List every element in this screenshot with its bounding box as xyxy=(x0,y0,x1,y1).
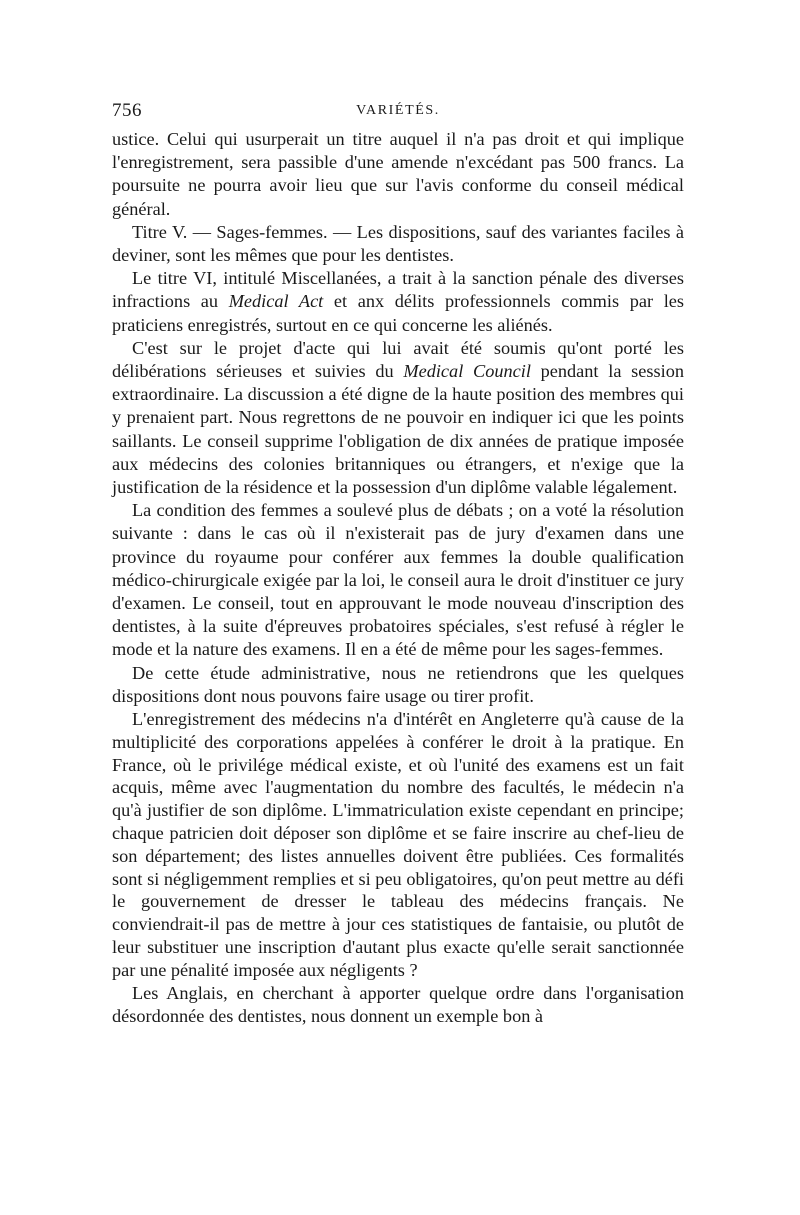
paragraph-enregistrement: L'enregistrement des médecins n'a d'intérêt en Angleterre qu'à cause de la multiplicité des corporations appelées à conférer le droit à la pratique. En France, où le privilége médical existe, et où l'unité des examens est un fait acquis, même avec l'augmentation du nombre des facultés, le médecin n'a qu'à justifier de son diplôme. L'immatriculation existe cependant en principe; chaque patricien doit déposer son diplôme et se faire inscrire au chef-lieu de son département; des listes annuelles doivent être publiées. Ces formalités sont si négligemment remplies et si peu obligatoires, qu'on peut mettre au défi le gouvernement de dresser le tableau des médecins français. Ne conviendrait-il pas de mettre à jour ces statistiques de fantaisie, ou plutôt de leur substituer une inscription d'autant plus exacte qu'elle serait sanctionnée par une pénalité imposée aux négligents ? xyxy=(112,709,684,980)
text-body xyxy=(112,128,684,1028)
medical-act-italic: Medical Act xyxy=(228,291,324,312)
paragraph-titre-vi-text-after: et anx délits professionnels commis par les praticiens enregistrés, surtout en ce qui concerne les aliénés. xyxy=(112,291,685,335)
paragraph-projet-acte xyxy=(112,337,684,499)
paragraph-etude-administrative: De cette étude administrative, nous ne retiendrons que les quelques dispositions dont nous pouvons faire usage ou tirer profit. xyxy=(112,662,684,706)
medical-council-italic: Medical Council xyxy=(403,361,531,382)
paragraph-titre-v: Titre V. — Sages-femmes. — Les dispositions, sauf des variantes faciles à deviner, sont les mêmes que pour les dentistes. xyxy=(112,221,684,266)
paragraph-titre-vi-text-before: Le titre VI, intitulé Miscellanées, a trait à la sanction pénale des diverses infractions au xyxy=(112,268,684,312)
paragraph-les-anglais: Les Anglais, en cherchant à apporter quelque ordre dans l'organisation désordonnée des dentistes, nous donnent un exemple bon à xyxy=(112,982,684,1026)
running-title: VARIÉTÉS. xyxy=(356,103,440,118)
paragraph-projet-acte-text-after: pendant la session extraordinaire. La discussion a été digne de la haute position des membres qui y prenaient part. Nous regrettons de ne pouvoir en indiquer ici que les points saillants. Le conseil supprime l'obligation de dix années de pratique imposée aux médecins des colonies britanniques ou étrangers, et n'exige que la justification de la résidence et la possession d'un diplôme valable légalement. xyxy=(112,361,685,498)
page-number: 756 xyxy=(112,100,142,121)
paragraph-condition-femmes: La condition des femmes a soulevé plus de débats ; on a voté la résolution suivante : dans le cas où il n'existerait pas de jury d'examen dans une province du royaume pour conférer aux femmes la double qualification médico-chirurgicale exigée par la loi, le conseil aura le droit d'instituer ce jury d'examen. Le conseil, tout en approuvant le mode nouveau d'inscription des dentistes, à la suite d'épreuves probatoires spéciales, s'est refusé à régler le mode et la nature des examens. Il en a été de même pour les sages-femmes. xyxy=(112,500,684,660)
paragraph-continuation: ustice. Celui qui usurperait un titre auquel il n'a pas droit et qui implique l'enregistrement, sera passible d'une amende n'excédant pas 500 francs. La poursuite ne pourra avoir lieu que sur l'avis conforme du conseil médical général. xyxy=(112,129,684,219)
paragraph-titre-vi xyxy=(112,267,684,337)
paragraph-projet-acte-text-before: C'est sur le projet d'acte qui lui avait été soumis qu'ont porté les délibérations sérieuses et suivies du xyxy=(112,337,684,382)
page-header xyxy=(112,100,684,128)
